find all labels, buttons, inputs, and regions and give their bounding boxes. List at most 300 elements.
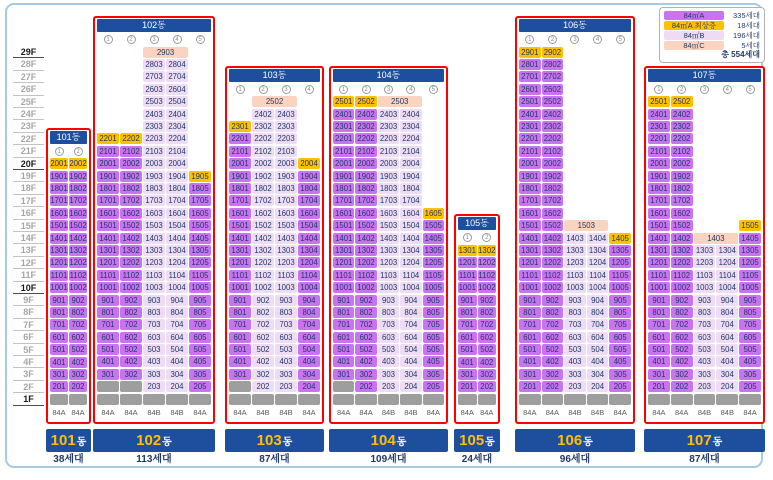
unit-cell: 2401 — [648, 109, 670, 120]
column-type-label: 84B — [568, 408, 582, 418]
floor-label: 13F — [13, 244, 44, 256]
unit-cell: 903 — [378, 295, 399, 306]
unit-cell: 2502 — [355, 96, 376, 107]
unit-cell: 1101 — [50, 270, 68, 280]
unit-cell: 1102 — [671, 270, 693, 281]
floor-row — [333, 381, 444, 393]
empty-cell — [519, 394, 541, 405]
unit-cell: 702 — [355, 319, 376, 330]
floor-row — [229, 343, 320, 355]
building-header: 106동 — [519, 19, 631, 32]
floor-row — [458, 319, 496, 331]
column-type-label: 84A — [426, 408, 440, 418]
floor-label: 5F — [13, 344, 44, 356]
unit-cell: 1503 — [564, 220, 608, 231]
floor-row — [50, 257, 87, 269]
floor-label: 26F — [13, 83, 44, 95]
unit-cell: 1705 — [189, 195, 211, 206]
unit-cell: 1301 — [50, 246, 68, 256]
unit-cell: 1201 — [97, 257, 119, 268]
unit-cell: 802 — [120, 307, 142, 318]
unit-cell: 1603 — [275, 208, 297, 219]
floor-label: 19F — [13, 170, 44, 182]
unit-cell: 2202 — [252, 133, 274, 144]
unit-cell: 2502 — [671, 96, 693, 107]
unit-cell: 902 — [671, 295, 693, 306]
floor-row — [229, 306, 320, 318]
unit-cell: 902 — [542, 295, 564, 306]
unit-cell: 1004 — [400, 282, 421, 293]
unit-cell: 703 — [564, 319, 586, 330]
building-number: 104 — [370, 432, 396, 449]
unit-cell: 1202 — [120, 257, 142, 268]
unit-cell: 401 — [458, 357, 477, 368]
unit-cell: 1403 — [694, 233, 739, 244]
unit-cell: 1901 — [229, 171, 251, 182]
unit-cell: 1205 — [739, 257, 761, 268]
unit-cell: 1901 — [519, 171, 541, 182]
unit-cell: 1004 — [716, 282, 738, 293]
unit-cell: 1503 — [378, 220, 399, 231]
floor-row — [333, 294, 444, 306]
unit-cell: 1201 — [648, 257, 670, 268]
unit-cell: 802 — [252, 307, 274, 318]
unit-cell: 1403 — [564, 233, 586, 244]
unit-cell: 901 — [648, 295, 670, 306]
floor-label: 18F — [13, 182, 44, 194]
floor-row — [333, 170, 444, 182]
empty-cell — [648, 394, 670, 405]
unit-cell: 2401 — [519, 109, 541, 120]
floor-row — [458, 331, 496, 343]
floor-row — [50, 232, 87, 244]
unit-cell: 1104 — [166, 270, 188, 281]
unit-cell: 2303 — [378, 121, 399, 132]
empty-cell — [166, 394, 188, 405]
unit-cell: 603 — [143, 332, 165, 343]
unit-cell: 1001 — [648, 282, 670, 293]
unit-cell: 2101 — [648, 146, 670, 157]
unit-cell: 1101 — [648, 270, 670, 281]
unit-cell: 505 — [189, 344, 211, 355]
floor-row — [519, 393, 631, 405]
unit-cell: 301 — [458, 369, 477, 380]
floor-row — [97, 257, 211, 269]
floor-label: 23F — [13, 120, 44, 132]
unit-cell: 304 — [587, 369, 609, 380]
column-number-badge: 2 — [74, 147, 83, 156]
unit-cell: 602 — [69, 332, 87, 343]
column-number-badge: 2 — [482, 233, 491, 242]
empty-cell — [542, 394, 564, 405]
column-number-badge: 1 — [55, 147, 64, 156]
floor-label: 24F — [13, 108, 44, 120]
unit-cell: 1001 — [229, 282, 251, 293]
unit-cell: 401 — [519, 356, 541, 367]
unit-cell: 502 — [69, 344, 87, 355]
unit-cell: 1002 — [671, 282, 693, 293]
unit-cell: 701 — [97, 319, 119, 330]
unit-cell: 702 — [252, 319, 274, 330]
unit-cell: 905 — [189, 295, 211, 306]
unit-cell: 1301 — [229, 245, 251, 256]
unit-cell: 1902 — [542, 171, 564, 182]
unit-cell: 2203 — [143, 133, 165, 144]
unit-cell: 2504 — [166, 96, 188, 107]
unit-cell: 2302 — [355, 121, 376, 132]
floor-row — [333, 133, 444, 145]
unit-cell: 602 — [355, 332, 376, 343]
unit-cell: 602 — [120, 332, 142, 343]
unit-cell: 805 — [189, 307, 211, 318]
column-number-badge: 5 — [746, 85, 755, 94]
unit-cell: 404 — [400, 356, 421, 367]
unit-cell: 1401 — [648, 233, 670, 244]
floor-row — [229, 108, 320, 120]
unit-cell: 403 — [694, 356, 716, 367]
unit-cell: 205 — [423, 381, 444, 392]
unit-cell: 1901 — [333, 171, 354, 182]
floor-row — [648, 158, 761, 170]
unit-cell: 1001 — [97, 282, 119, 293]
unit-cell: 2002 — [69, 159, 87, 169]
floor-row — [333, 182, 444, 194]
floor-row — [229, 393, 320, 405]
unit-cell: 1304 — [716, 245, 738, 256]
unit-cell: 1802 — [69, 184, 87, 194]
unit-cell: 2302 — [542, 121, 564, 132]
floor-row — [519, 368, 631, 380]
floor-row — [97, 219, 211, 231]
unit-cell: 1502 — [355, 220, 376, 231]
column-type-label: 84A — [124, 408, 138, 418]
floor-row — [229, 145, 320, 157]
floor-label: 6F — [13, 331, 44, 343]
unit-cell: 703 — [275, 319, 297, 330]
legend-count: 196세대 — [732, 31, 760, 40]
unit-cell: 505 — [423, 344, 444, 355]
unit-cell: 402 — [355, 356, 376, 367]
unit-cell: 1105 — [189, 270, 211, 281]
column-type-label: 84A — [337, 408, 351, 418]
unit-cell: 505 — [609, 344, 631, 355]
column-type-label: 84A — [480, 408, 494, 418]
unit-cell: 1101 — [519, 270, 541, 281]
unit-cell: 1602 — [252, 208, 274, 219]
floor-row — [519, 145, 631, 157]
unit-cell: 201 — [648, 381, 670, 392]
unit-cell: 205 — [739, 381, 761, 392]
floor-row — [50, 170, 87, 182]
unit-cell: 402 — [69, 357, 87, 368]
unit-cell: 203 — [694, 381, 716, 392]
column-type-row — [97, 406, 211, 419]
unit-cell: 203 — [275, 381, 297, 392]
building-box — [515, 16, 635, 424]
unit-cell: 1203 — [378, 257, 399, 268]
legend-swatch: 84㎡C — [664, 41, 724, 50]
empty-cell — [587, 394, 609, 405]
building-suffix: 동 — [583, 437, 593, 448]
unit-cell: 302 — [120, 369, 142, 380]
unit-cell: 1602 — [542, 208, 564, 219]
unit-cell: 1703 — [275, 195, 297, 206]
floor-row — [458, 368, 496, 380]
unit-cell: 2304 — [166, 121, 188, 132]
empty-cell — [298, 394, 320, 405]
unit-cell: 1805 — [189, 183, 211, 194]
unit-cell: 1105 — [739, 270, 761, 281]
floor-row — [519, 182, 631, 194]
unit-cell: 404 — [587, 356, 609, 367]
building-box — [93, 16, 215, 424]
floor-row — [97, 232, 211, 244]
unit-cell: 302 — [252, 369, 274, 380]
unit-cell: 205 — [609, 381, 631, 392]
floor-row — [333, 232, 444, 244]
unit-cell: 301 — [648, 369, 670, 380]
unit-cell: 501 — [519, 344, 541, 355]
empty-cell — [400, 394, 421, 405]
floor-row — [229, 120, 320, 132]
floor-row — [333, 306, 444, 318]
unit-cell: 1304 — [298, 245, 320, 256]
column-type-label: 84A — [743, 408, 757, 418]
unit-cell: 402 — [478, 357, 497, 368]
legend-swatch: 84㎡A 최상층 — [664, 21, 724, 30]
unit-cell: 1201 — [50, 258, 68, 268]
column-number-badge: 5 — [616, 35, 625, 44]
unit-cell: 2003 — [378, 158, 399, 169]
unit-cell: 2103 — [378, 146, 399, 157]
unit-cell: 303 — [564, 369, 586, 380]
floor-row — [50, 306, 87, 318]
floor-row — [519, 232, 631, 244]
unit-cell: 603 — [564, 332, 586, 343]
column-type-label: 84B — [279, 408, 293, 418]
unit-cell: 1605 — [189, 208, 211, 219]
unit-cell: 1602 — [355, 208, 376, 219]
unit-cell: 1504 — [400, 220, 421, 231]
unit-cell: 1601 — [648, 208, 670, 219]
unit-cell: 701 — [50, 319, 68, 330]
floor-row — [519, 46, 631, 58]
unit-cell: 404 — [298, 356, 320, 367]
unit-cell: 1401 — [97, 233, 119, 244]
unit-cell: 1702 — [120, 195, 142, 206]
unit-cell: 903 — [694, 295, 716, 306]
building-number: 102 — [136, 432, 162, 449]
floor-row — [519, 269, 631, 281]
building-suffix: 동 — [282, 437, 293, 448]
unit-cell: 1302 — [355, 245, 376, 256]
unit-cell: 405 — [739, 356, 761, 367]
unit-cell: 801 — [519, 307, 541, 318]
unit-cell: 705 — [609, 319, 631, 330]
floor-row — [50, 393, 87, 405]
unit-cell: 803 — [275, 307, 297, 318]
unit-cell: 1602 — [120, 208, 142, 219]
unit-cell: 305 — [609, 369, 631, 380]
unit-cell: 502 — [671, 344, 693, 355]
unit-cell: 203 — [564, 381, 586, 392]
floor-row — [333, 269, 444, 281]
building-name-banner — [515, 429, 635, 452]
unit-cell: 1403 — [275, 233, 297, 244]
unit-cell: 505 — [739, 344, 761, 355]
floor-row — [97, 368, 211, 380]
floor-row — [229, 281, 320, 293]
legend-count: 5세대 — [741, 40, 760, 50]
column-number-badge: 4 — [593, 35, 602, 44]
unit-cell: 604 — [298, 332, 320, 343]
unit-cell: 1702 — [671, 195, 693, 206]
unit-cell: 502 — [120, 344, 142, 355]
floor-row — [333, 343, 444, 355]
unit-cell: 2702 — [542, 71, 564, 82]
unit-cell: 1002 — [69, 283, 87, 293]
empty-cell — [229, 381, 251, 392]
unit-cell: 1802 — [542, 183, 564, 194]
unit-cell: 1701 — [50, 196, 68, 206]
column-type-label: 84A — [652, 408, 666, 418]
unit-cell: 2302 — [252, 121, 274, 132]
floor-row — [333, 257, 444, 269]
unit-cell: 803 — [143, 307, 165, 318]
unit-cell: 1202 — [69, 258, 87, 268]
floor-row — [97, 381, 211, 393]
unit-cell: 2001 — [229, 158, 251, 169]
unit-cell: 1604 — [298, 208, 320, 219]
unit-cell: 1201 — [333, 257, 354, 268]
unit-cell: 2402 — [542, 109, 564, 120]
column-number-row — [97, 33, 211, 46]
floor-row — [97, 58, 211, 70]
unit-cell: 504 — [400, 344, 421, 355]
unit-cell: 601 — [50, 332, 68, 343]
unit-cell: 2204 — [400, 133, 421, 144]
unit-cell: 1804 — [400, 183, 421, 194]
unit-cell: 2004 — [400, 158, 421, 169]
unit-cell: 1102 — [478, 270, 496, 280]
column-type-label: 84A — [302, 408, 316, 418]
floor-row — [97, 133, 211, 145]
unit-cell: 2403 — [275, 109, 297, 120]
unit-cell: 2601 — [519, 84, 541, 95]
floor-row — [333, 195, 444, 207]
floor-row — [458, 381, 496, 393]
floor-row — [648, 281, 761, 293]
floor-row — [648, 133, 761, 145]
unit-cell: 901 — [97, 295, 119, 306]
unit-cell: 1601 — [97, 208, 119, 219]
unit-cell: 401 — [333, 356, 354, 367]
floor-row — [229, 319, 320, 331]
column-type-row — [229, 406, 320, 419]
unit-cell: 501 — [333, 344, 354, 355]
unit-cell: 2501 — [648, 96, 670, 107]
empty-cell — [229, 394, 251, 405]
unit-cell: 2901 — [519, 47, 541, 58]
unit-cell: 1303 — [275, 245, 297, 256]
unit-cell: 303 — [378, 369, 399, 380]
unit-cell: 1401 — [519, 233, 541, 244]
unit-cell: 504 — [298, 344, 320, 355]
unit-cell: 1303 — [694, 245, 716, 256]
unit-cell: 303 — [694, 369, 716, 380]
unit-cell: 1102 — [252, 270, 274, 281]
floor-row — [333, 368, 444, 380]
floor-row — [519, 281, 631, 293]
unit-cell: 1103 — [564, 270, 586, 281]
unit-cell: 602 — [671, 332, 693, 343]
unit-cell: 501 — [50, 344, 68, 355]
unit-cell: 801 — [229, 307, 251, 318]
unit-cell: 2102 — [355, 146, 376, 157]
unit-cell: 2303 — [275, 121, 297, 132]
unit-cell: 1303 — [378, 245, 399, 256]
unit-cell: 801 — [50, 307, 68, 318]
column-type-label: 84A — [613, 408, 627, 418]
floor-row — [648, 182, 761, 194]
unit-cell: 503 — [143, 344, 165, 355]
unit-cell: 1505 — [739, 220, 761, 231]
unit-cell: 701 — [519, 319, 541, 330]
floor-row — [333, 158, 444, 170]
unit-cell: 2104 — [166, 146, 188, 157]
unit-cell: 705 — [739, 319, 761, 330]
floor-row — [648, 319, 761, 331]
unit-cell: 1904 — [166, 171, 188, 182]
unit-cell: 902 — [252, 295, 274, 306]
floor-row — [333, 220, 444, 232]
unit-cell: 805 — [609, 307, 631, 318]
floor-row — [519, 133, 631, 145]
unit-cell: 403 — [143, 356, 165, 367]
unit-cell: 1505 — [423, 220, 444, 231]
floor-row — [97, 281, 211, 293]
unit-cell: 2003 — [143, 158, 165, 169]
unit-cell: 1701 — [648, 195, 670, 206]
column-number-badge: 1 — [525, 35, 534, 44]
unit-cell: 1203 — [694, 257, 716, 268]
unit-cell: 1401 — [50, 233, 68, 243]
households-label: 87세대 — [689, 454, 720, 465]
unit-cell: 1701 — [97, 195, 119, 206]
unit-cell: 604 — [400, 332, 421, 343]
building-suffix: 동 — [485, 437, 495, 448]
unit-cell: 605 — [189, 332, 211, 343]
unit-cell: 601 — [648, 332, 670, 343]
unit-cell: 205 — [189, 381, 211, 392]
column-type-label: 84A — [675, 408, 689, 418]
unit-cell: 2502 — [542, 96, 564, 107]
unit-cell: 403 — [564, 356, 586, 367]
unit-cell: 1001 — [458, 283, 476, 293]
unit-cell: 503 — [694, 344, 716, 355]
floor-row — [519, 58, 631, 70]
floor-row — [519, 170, 631, 182]
column-type-label: 84B — [170, 408, 184, 418]
floor-row — [519, 120, 631, 132]
unit-cell: 201 — [50, 381, 68, 392]
unit-cell: 1502 — [542, 220, 564, 231]
floor-row — [648, 331, 761, 343]
unit-cell: 2104 — [400, 146, 421, 157]
unit-cell: 1302 — [671, 245, 693, 256]
unit-cell: 302 — [355, 369, 376, 380]
unit-cell: 1601 — [333, 208, 354, 219]
